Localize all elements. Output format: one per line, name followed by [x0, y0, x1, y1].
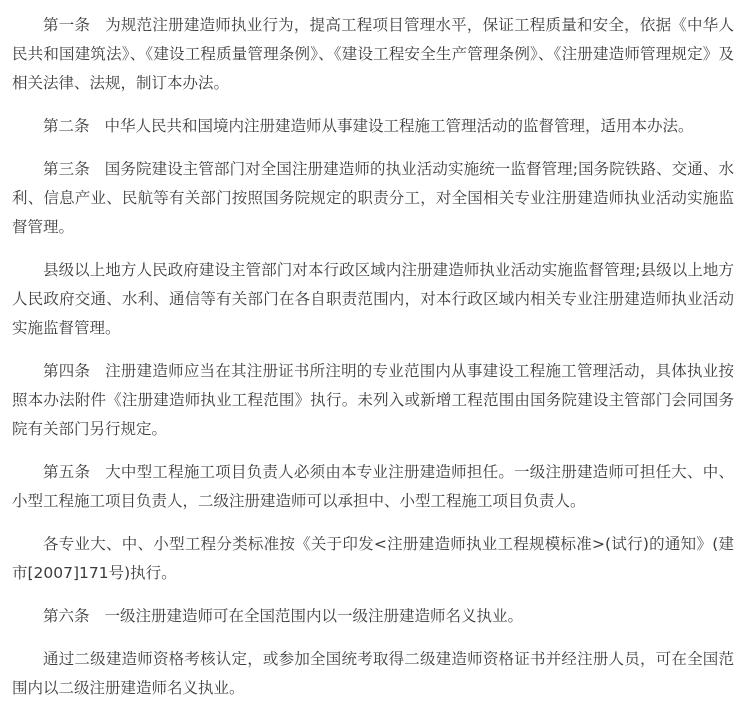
- article-number: 第一条: [43, 16, 91, 34]
- article-number: 第六条: [43, 607, 90, 625]
- article-text: 注册建造师应当在其注册证书所注明的专业范围内从事建设工程施工管理活动，具体执业按照本办法附件《注册建造师执业工程范围》执行。未列入或新增工程范围由国务院建设主管部门会同国务院有关部门另行规定。: [12, 362, 734, 438]
- article-number: 第四条: [43, 362, 91, 380]
- article-text: 国务院建设主管部门对全国注册建造师的执业活动实施统一监督管理;国务院铁路、交通、水利、信息产业、民航等有关部门按照国务院规定的职责分工，对全国相关专业注册建造师执业活动实施监督管理。: [12, 160, 734, 236]
- article-1-paragraph: [12, 11, 734, 98]
- article-3-continuation-paragraph: [12, 256, 734, 343]
- article-text: 为规范注册建造师执业行为，提高工程项目管理水平，保证工程质量和安全，依据《中华人民共和国建筑法》、《建设工程质量管理条例》、《建设工程安全生产管理条例》、《注册建造师管理规定》及相关法律、法规，制订本办法。: [12, 16, 734, 92]
- article-text: 一级注册建造师可在全国范围内以一级注册建造师名义执业。: [104, 607, 524, 625]
- paragraph-text: 通过二级建造师资格考核认定，或参加全国统考取得二级建造师资格证书并经注册人员，可在全国范围内以二级注册建造师名义执业。: [12, 650, 734, 697]
- article-text: 中华人民共和国境内注册建造师从事建设工程施工管理活动的监督管理，适用本办法。: [104, 117, 694, 135]
- article-6-paragraph: [12, 602, 734, 631]
- article-5-continuation-paragraph: [12, 530, 734, 588]
- article-3-paragraph: [12, 155, 734, 242]
- article-6-continuation-paragraph: [12, 645, 734, 703]
- article-4-paragraph: [12, 357, 734, 444]
- article-5-paragraph: [12, 458, 734, 516]
- paragraph-text: 县级以上地方人民政府建设主管部门对本行政区域内注册建造师执业活动实施监督管理;县级以上地方人民政府交通、水利、通信等有关部门在各自职责范围内，对本行政区域内相关专业注册建造师执业活动实施监督管理。: [12, 261, 734, 337]
- article-number: 第二条: [43, 117, 90, 135]
- article-text: 大中型工程施工项目负责人必须由本专业注册建造师担任。一级注册建造师可担任大、中、小型工程施工项目负责人，二级注册建造师可以承担中、小型工程施工项目负责人。: [12, 463, 734, 510]
- paragraph-text: 各专业大、中、小型工程分类标准按《关于印发<注册建造师执业工程规模标准>(试行)的通知》(建市[2007]171号)执行。: [12, 535, 734, 582]
- regulation-document: [12, 11, 734, 717]
- article-number: 第五条: [43, 463, 91, 481]
- article-number: 第三条: [43, 160, 90, 178]
- article-2-paragraph: [12, 112, 734, 141]
